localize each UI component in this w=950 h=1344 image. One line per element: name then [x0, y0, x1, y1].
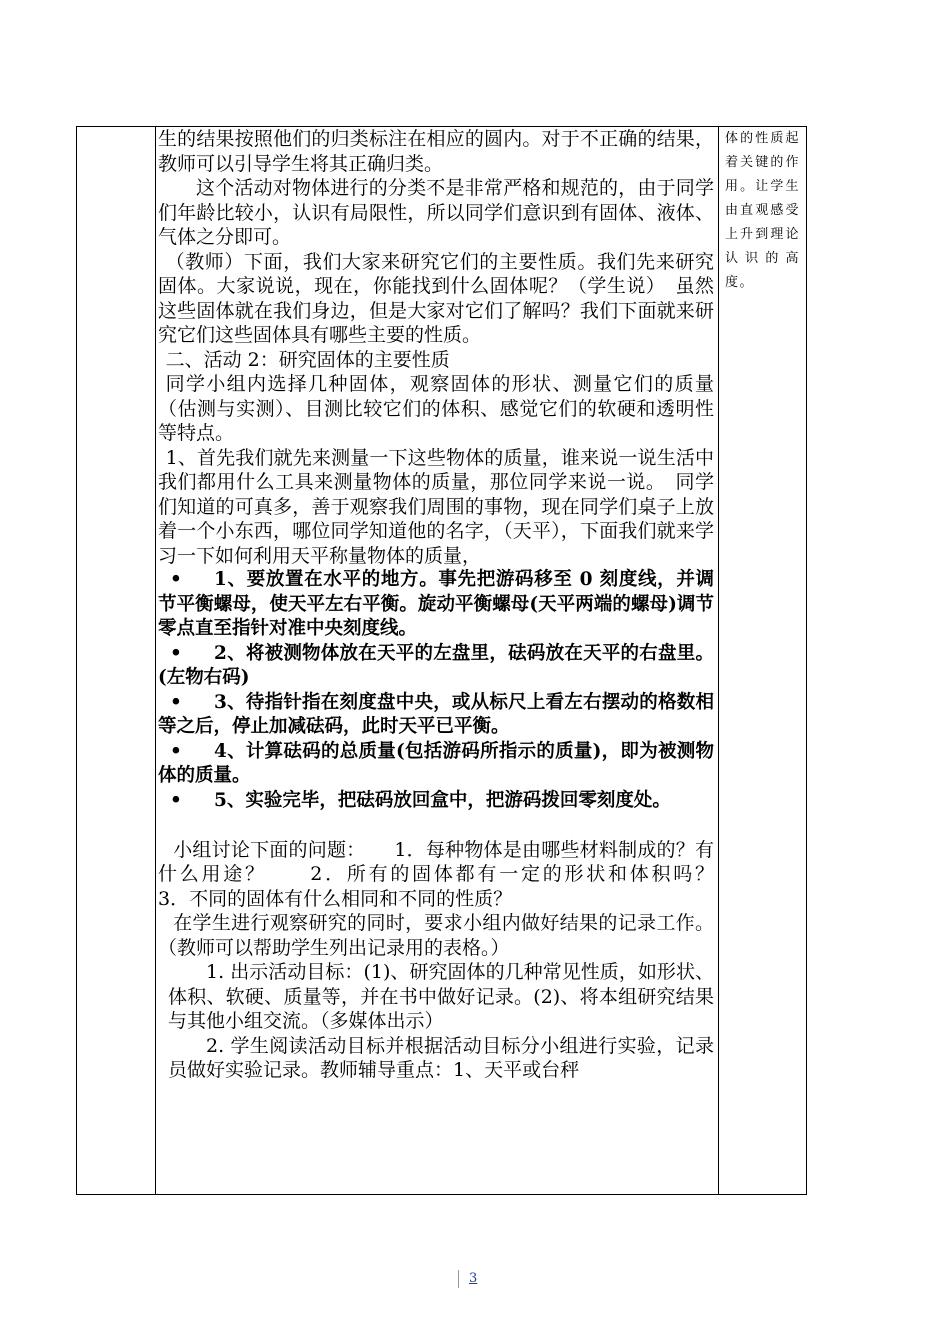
left-column-cell — [77, 127, 156, 1195]
balance-step-2-text: 2、将被测物体放在天平的左盘里，砝码放在天平的右盘里。(左物右码) — [158, 642, 714, 688]
bullet-mark: • — [170, 569, 182, 590]
balance-step-4 — [158, 740, 714, 789]
paragraph-activity-goals: 1. 出示活动目标：(1)、研究固体的几种常见性质，如形状、体积、软硬、质量等，并在书中做好记录。(2)、将本组研究结果与其他小组交流。（多媒体出示） — [168, 961, 714, 1032]
page-number: 3 — [458, 1270, 477, 1288]
paragraph-group-observation: 同学小组内选择几种固体，观察固体的形状、测量它们的质量（估测与实测）、目测比较它们的体积、感觉它们的软硬和透明性等特点。 — [158, 373, 714, 444]
balance-step-2 — [158, 642, 714, 691]
bullet-mark: • — [170, 789, 182, 811]
paragraph-measure-mass: 1、首先我们就先来测量一下这些物体的质量，谁来说一说生活中我们都用什么工具来测量物体的质量，那位同学来说一说。 同学们知道的可真多，善于观察我们周围的事物，现在同学们桌子上放着一个小东西，哪位同学知道他的名字，（天平），下面我们就来学习一下如何利用天平称量物体的质量， — [158, 446, 714, 567]
paragraph-classification-result: 生的结果按照他们的归类标注在相应的圆内。对于不正确的结果，教师可以引导学生将其正确归类。 — [158, 128, 714, 175]
paragraph-teacher-intro: （教师）下面，我们大家来研究它们的主要性质。我们先来研究固体。大家说说，现在，你能找到什么固体呢？（学生说） 虽然这些固体就在我们身边，但是大家对它们了解吗？我们下面就来研究它们这些固体具有哪些主要的性质。 — [158, 250, 714, 346]
paragraph-group-discussion: 小组讨论下面的问题： 1．每种物体是由哪些材料制成的？有什么用途？ 2．所有的固体都有一定的形状和体积吗？ 3．不同的固体有什么相同和不同的性质？ — [158, 838, 753, 910]
balance-step-5-text: 5、实验完毕，把砝码放回盒中，把游码拨回零刻度处。 — [214, 789, 671, 811]
bullet-mark: • — [170, 691, 182, 713]
paragraph-record-work: 在学生进行观察研究的同时，要求小组内做好结果的记录工作。（教师可以帮助学生列出记录用的表格。） — [158, 912, 714, 959]
paragraph-activity-note: 这个活动对物体进行的分类不是非常严格和规范的，由于同学们年龄比较小，认识有局限性，所以同学们意识到有固体、液体、气体之分即可。 — [158, 177, 714, 248]
balance-step-4-text: 4、计算砝码的总质量(包括游码所指示的质量)，即为被测物体的质量。 — [158, 740, 714, 786]
balance-step-3 — [158, 691, 714, 740]
balance-step-1-text: 1、要放置在水平的地方。事先把游码移至 0 刻度线，并调节平衡螺母，使天平左右平衡。旋动平衡螺母(天平两端的螺母)调节零点直至指针对准中央刻度线。 — [158, 569, 714, 639]
side-note-cell — [719, 127, 807, 1195]
blank-line — [158, 813, 714, 838]
balance-step-3-text: 3、待指针指在刻度盘中央，或从标尺上看左右摆动的格数相等之后，停止加减砝码，此时天平已平衡。 — [158, 691, 714, 737]
side-note-text: 体的性质起着关键的作用。让学生由直观感受上升到理论认识的高度。 — [725, 131, 800, 290]
balance-step-5 — [158, 789, 714, 814]
lesson-plan-table — [76, 126, 807, 1195]
activity-2-heading: 二、活动 2：研究固体的主要性质 — [165, 348, 450, 371]
balance-step-1 — [158, 568, 714, 642]
paragraph-student-reading: 2. 学生阅读活动目标并根据活动目标分小组进行实验，记录员做好实验记录。教师辅导重点：1、天平或台秤 — [168, 1034, 714, 1081]
bullet-mark: • — [170, 642, 182, 664]
main-content — [156, 127, 753, 1083]
main-content-cell — [156, 127, 753, 1195]
bullet-mark: • — [170, 740, 182, 762]
